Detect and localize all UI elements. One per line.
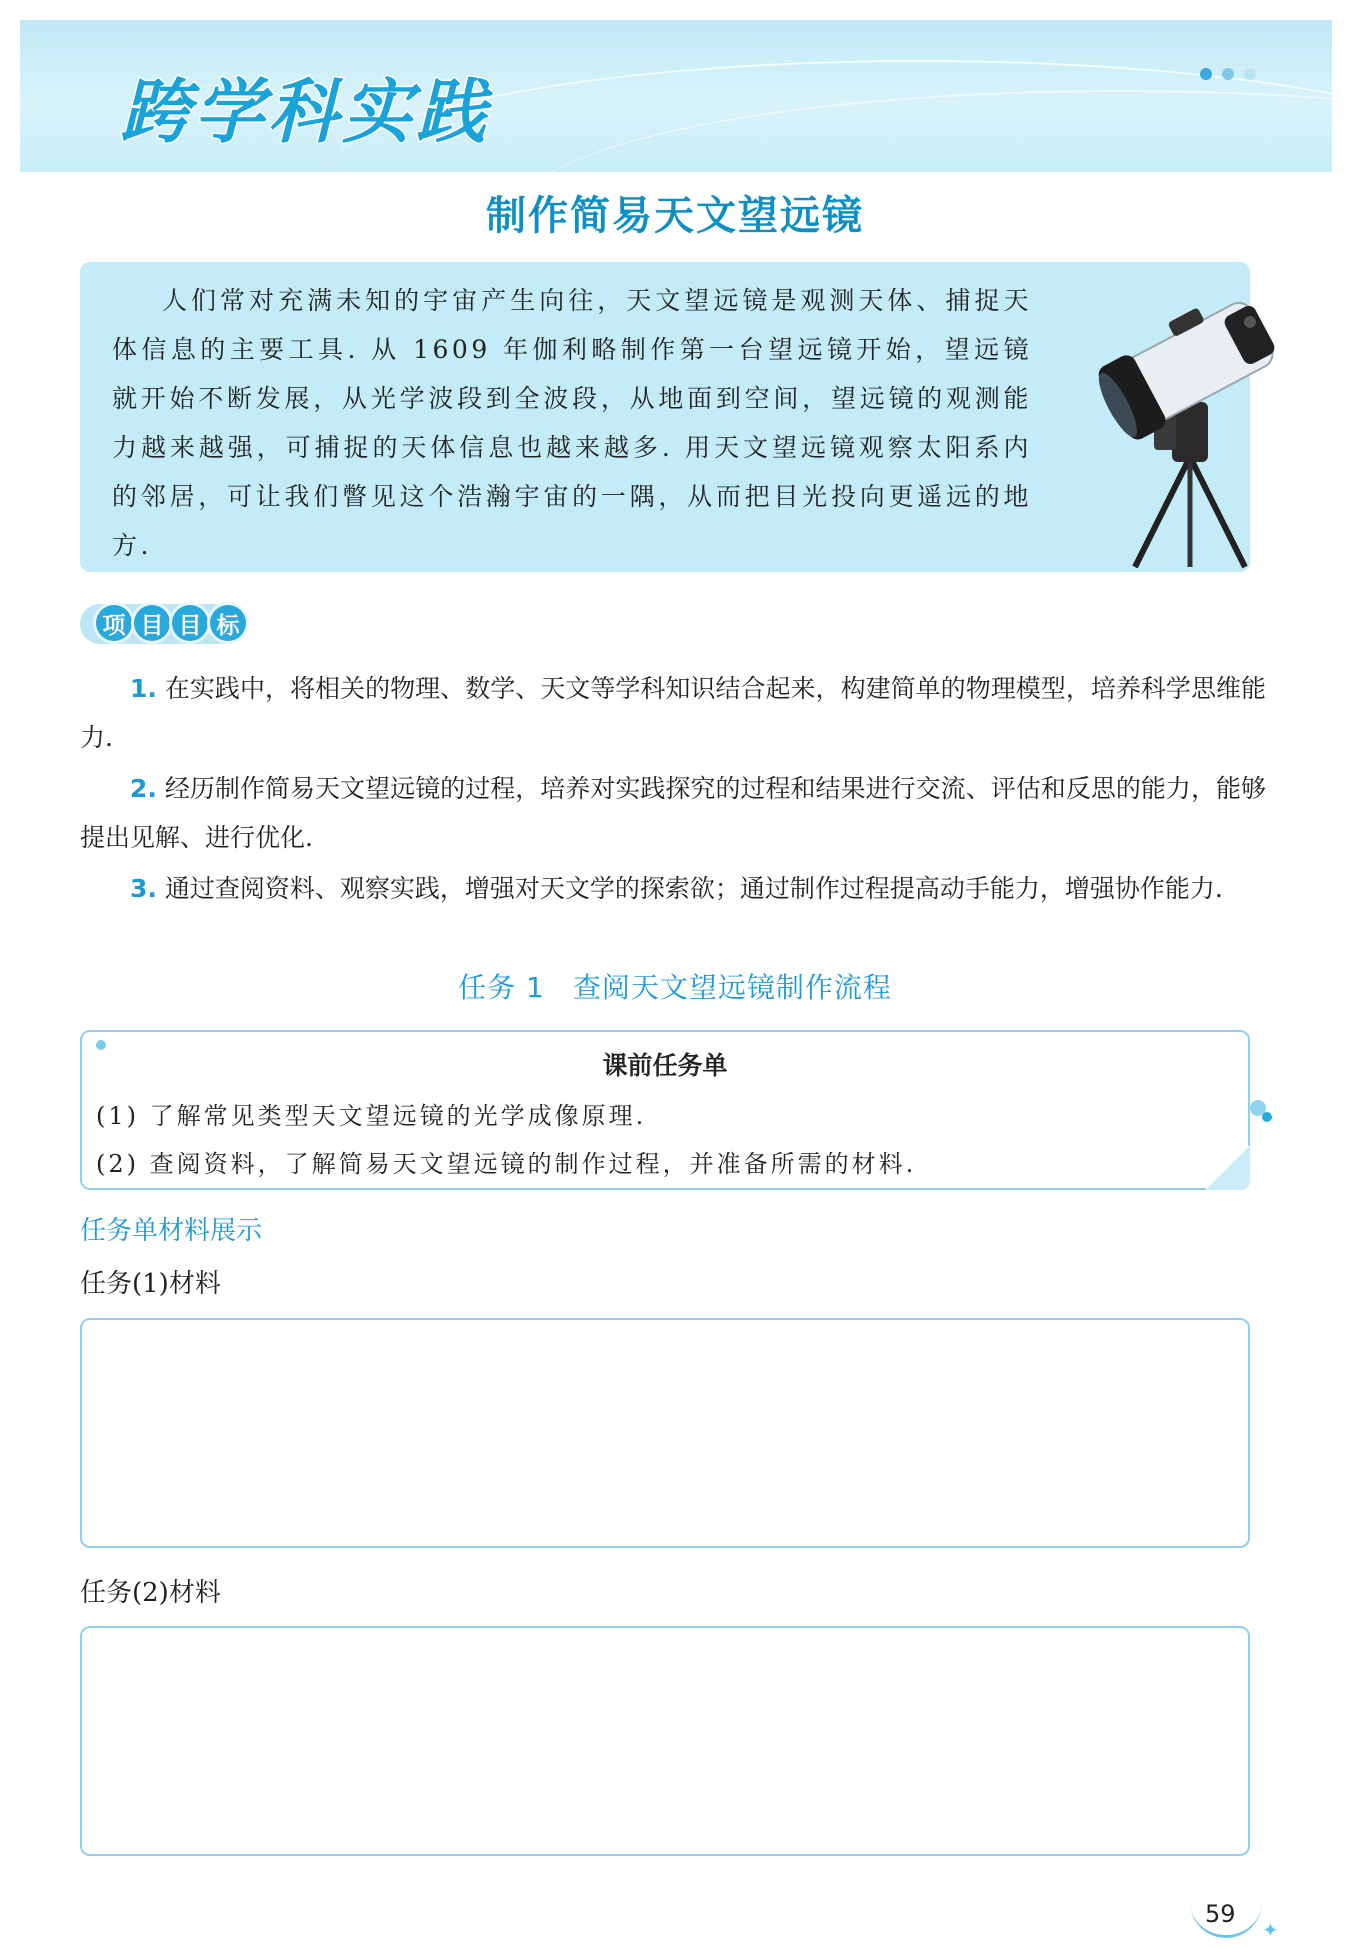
badge-char: 项	[96, 605, 132, 641]
goal-item	[80, 664, 1266, 762]
badge-char: 目	[172, 605, 208, 641]
material-answer-box-1[interactable]	[80, 1318, 1250, 1548]
goal-number: 1.	[130, 674, 157, 703]
intro-text: 人们常对充满未知的宇宙产生向往，天文望远镜是观测天体、捕捉天体信息的主要工具. 从 1609 年伽利略制作第一台望远镜开始，望远镜就开始不断发展，从光学波段到全波段，从地面到空间，望远镜的观测能力越来越强，可捕捉的天体信息也越来越多. 用天文望远镜观察太阳系内的邻居，可让我们瞥见这个浩瀚宇宙的一隅，从而把目光投向更遥远的地方.	[112, 286, 1032, 560]
material-label: 任务(2)材料	[80, 1578, 221, 1608]
banner-title: 跨学科实践	[120, 71, 490, 153]
task-label: 任务 1	[458, 971, 545, 1004]
goals-list	[80, 664, 1266, 915]
section-title: 任务单材料展示	[80, 1216, 263, 1246]
material-answer-box-2[interactable]	[80, 1626, 1250, 1856]
dot-icon	[1262, 1112, 1272, 1122]
badge-char: 目	[134, 605, 170, 641]
task-card-title: 课前任务单	[602, 1051, 728, 1080]
dot-icon	[1222, 68, 1234, 80]
task-card-item: (2) 查阅资料，了解简易天文望远镜的制作过程，并准备所需的材料.	[96, 1150, 917, 1178]
goal-item	[80, 864, 1266, 913]
pre-class-task-card	[80, 1030, 1250, 1190]
dot-icon	[1244, 68, 1256, 80]
task-title: 查阅天文望远镜制作流程	[572, 971, 892, 1004]
goal-text: 经历制作简易天文望远镜的过程，培养对实践探究的过程和结果进行交流、评估和反思的能力，能够提出见解、进行优化.	[80, 774, 1266, 852]
page-curl-icon	[1206, 1146, 1250, 1190]
page-title: 制作简易天文望远镜	[486, 192, 864, 239]
intro-panel	[80, 262, 1250, 572]
goal-number: 3.	[130, 874, 157, 903]
dot-icon	[1200, 68, 1212, 80]
goal-text: 在实践中，将相关的物理、数学、天文等学科知识结合起来，构建简单的物理模型，培养科学思维能力.	[80, 674, 1266, 752]
task-card-item: (1) 了解常见类型天文望远镜的光学成像原理.	[96, 1102, 647, 1130]
goal-item	[80, 764, 1266, 862]
header-banner	[20, 20, 1332, 172]
badge-char: 标	[210, 605, 246, 641]
sparkle-icon: ✦	[1262, 1918, 1279, 1942]
goal-number: 2.	[130, 774, 157, 803]
telescope-icon	[1090, 282, 1290, 572]
goals-badge	[84, 600, 258, 646]
task-heading	[0, 966, 1350, 1006]
banner-dots	[1200, 68, 1256, 80]
goal-text: 通过查阅资料、观察实践，增强对天文学的探索欲；通过制作过程提高动手能力，增强协作能力.	[156, 874, 1223, 903]
page-number: 59	[1205, 1900, 1236, 1928]
material-label: 任务(1)材料	[80, 1269, 221, 1299]
